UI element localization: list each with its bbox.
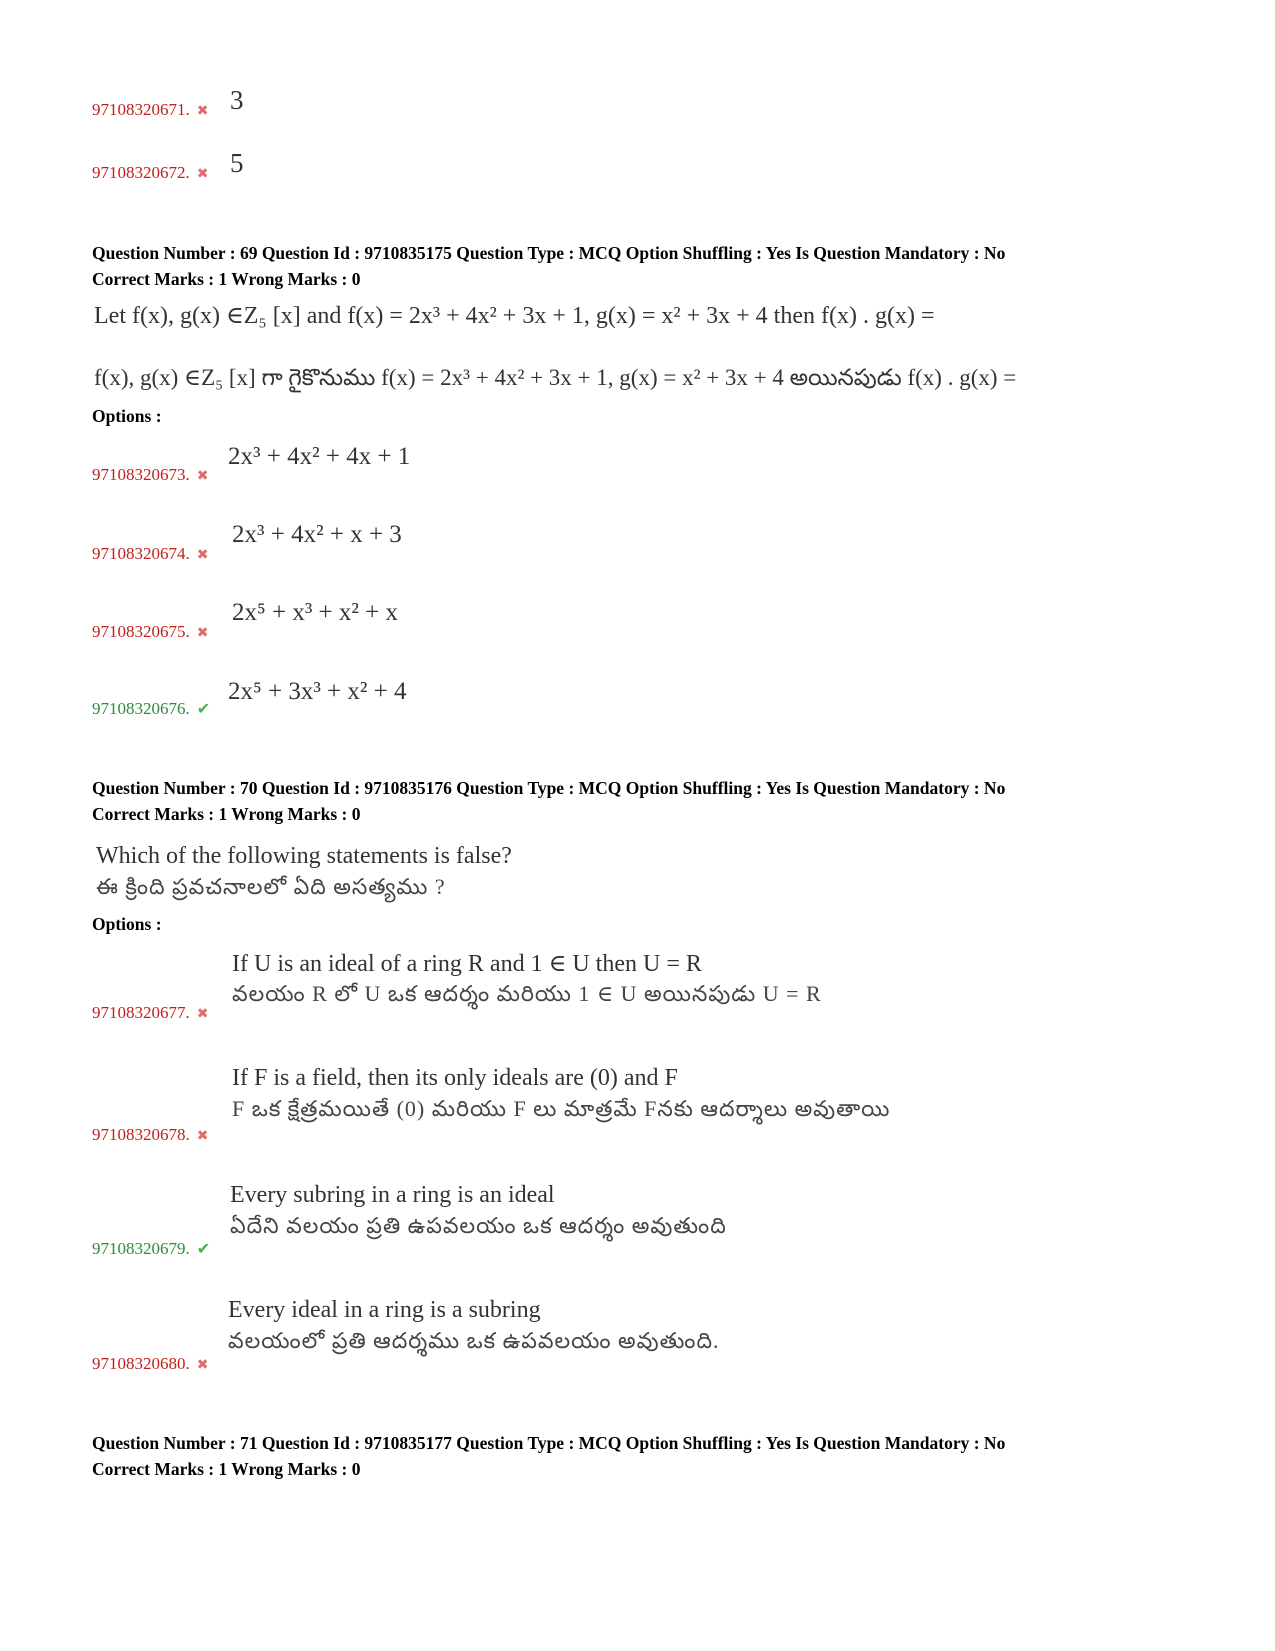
marks-line: Correct Marks : 1 Wrong Marks : 0 (92, 1459, 361, 1479)
option-text-english: If F is a field, then its only ideals are (0) and F (232, 1065, 678, 1091)
check-icon: ✔ (196, 1241, 211, 1258)
option-id: 97108320675. ✖ (92, 622, 209, 641)
option-text-english: Every ideal in a ring is a subring (228, 1297, 541, 1323)
option-id: 97108320679. ✔ (92, 1239, 211, 1258)
option-text-telugu: వలయం R లో U ఒక ఆదర్శం మరియు 1 ∈ U అయినపుడు U = R (232, 981, 822, 1006)
options-label: Options : (92, 914, 162, 934)
question-stem-english: Let f(x), g(x) ∈Z₅ [x] and f(x) = 2x³ + 4x² + 3x + 1, g(x) = x² + 3x + 4 then f(x) . g(x) = (94, 303, 935, 329)
check-icon: ✔ (196, 701, 211, 718)
question-stem-telugu: ఈ క్రింది ప్రవచనాలలో ఏది అసత్యము ? (96, 874, 446, 899)
option-text-english: If U is an ideal of a ring R and 1 ∈ U then U = R (232, 951, 702, 977)
option-id: 97108320671. ✖ (92, 100, 209, 119)
option-id: 97108320672. ✖ (92, 163, 209, 182)
cross-icon: ✖ (196, 1007, 209, 1022)
question-header (92, 240, 1005, 292)
option-id: 97108320680. ✖ (92, 1354, 209, 1373)
option-text: 2x⁵ + x³ + x² + x (232, 599, 399, 626)
marks-line: Correct Marks : 1 Wrong Marks : 0 (92, 804, 361, 824)
cross-icon: ✖ (196, 469, 209, 484)
question-stem-english: Which of the following statements is false? (96, 843, 512, 869)
question-meta-line: Question Number : 70 Question Id : 9710835176 Question Type : MCQ Option Shuffling : Yes Is Question Mandatory : No (92, 778, 1006, 798)
question-meta-line: Question Number : 71 Question Id : 9710835177 Question Type : MCQ Option Shuffling : Yes Is Question Mandatory : No (92, 1433, 1006, 1453)
option-text: 2x³ + 4x² + 4x + 1 (228, 443, 411, 470)
option-text: 5 (230, 148, 244, 178)
cross-icon: ✖ (196, 626, 209, 641)
question-stem-telugu: f(x), g(x) ∈Z₅ [x] గా గైకొనుము f(x) = 2x³ + 4x² + 3x + 1, g(x) = x² + 3x + 4 అయినపుడు f(x) . g(x) = (94, 365, 1017, 390)
option-text-telugu: వలయంలో ప్రతి ఆదర్శము ఒక ఉపవలయం అవుతుంది. (228, 1328, 720, 1353)
option-id: 97108320678. ✖ (92, 1125, 209, 1144)
option-text-telugu: ఏదేని వలయం ప్రతి ఉపవలయం ఒక ఆదర్శం అవుతుంది (230, 1213, 727, 1238)
question-header (92, 775, 1005, 827)
option-text-english: Every subring in a ring is an ideal (230, 1182, 555, 1208)
option-id: 97108320677. ✖ (92, 1003, 209, 1022)
question-header (92, 1430, 1005, 1482)
option-text: 2x⁵ + 3x³ + x² + 4 (228, 678, 407, 705)
question-meta-line: Question Number : 69 Question Id : 9710835175 Question Type : MCQ Option Shuffling : Yes Is Question Mandatory : No (92, 243, 1006, 263)
option-text-telugu: F ఒక క్షేత్రమయితే (0) మరియు F లు మాత్రమే Fనకు ఆదర్శాలు అవుతాయి (232, 1096, 891, 1121)
option-id: 97108320674. ✖ (92, 544, 209, 563)
option-text: 2x³ + 4x² + x + 3 (232, 521, 402, 548)
option-text: 3 (230, 85, 244, 115)
option-id: 97108320673. ✖ (92, 465, 209, 484)
cross-icon: ✖ (196, 1358, 209, 1373)
cross-icon: ✖ (196, 548, 209, 563)
cross-icon: ✖ (196, 167, 209, 182)
cross-icon: ✖ (196, 1129, 209, 1144)
options-label: Options : (92, 406, 162, 426)
cross-icon: ✖ (196, 104, 209, 119)
option-id: 97108320676. ✔ (92, 699, 211, 718)
marks-line: Correct Marks : 1 Wrong Marks : 0 (92, 269, 361, 289)
